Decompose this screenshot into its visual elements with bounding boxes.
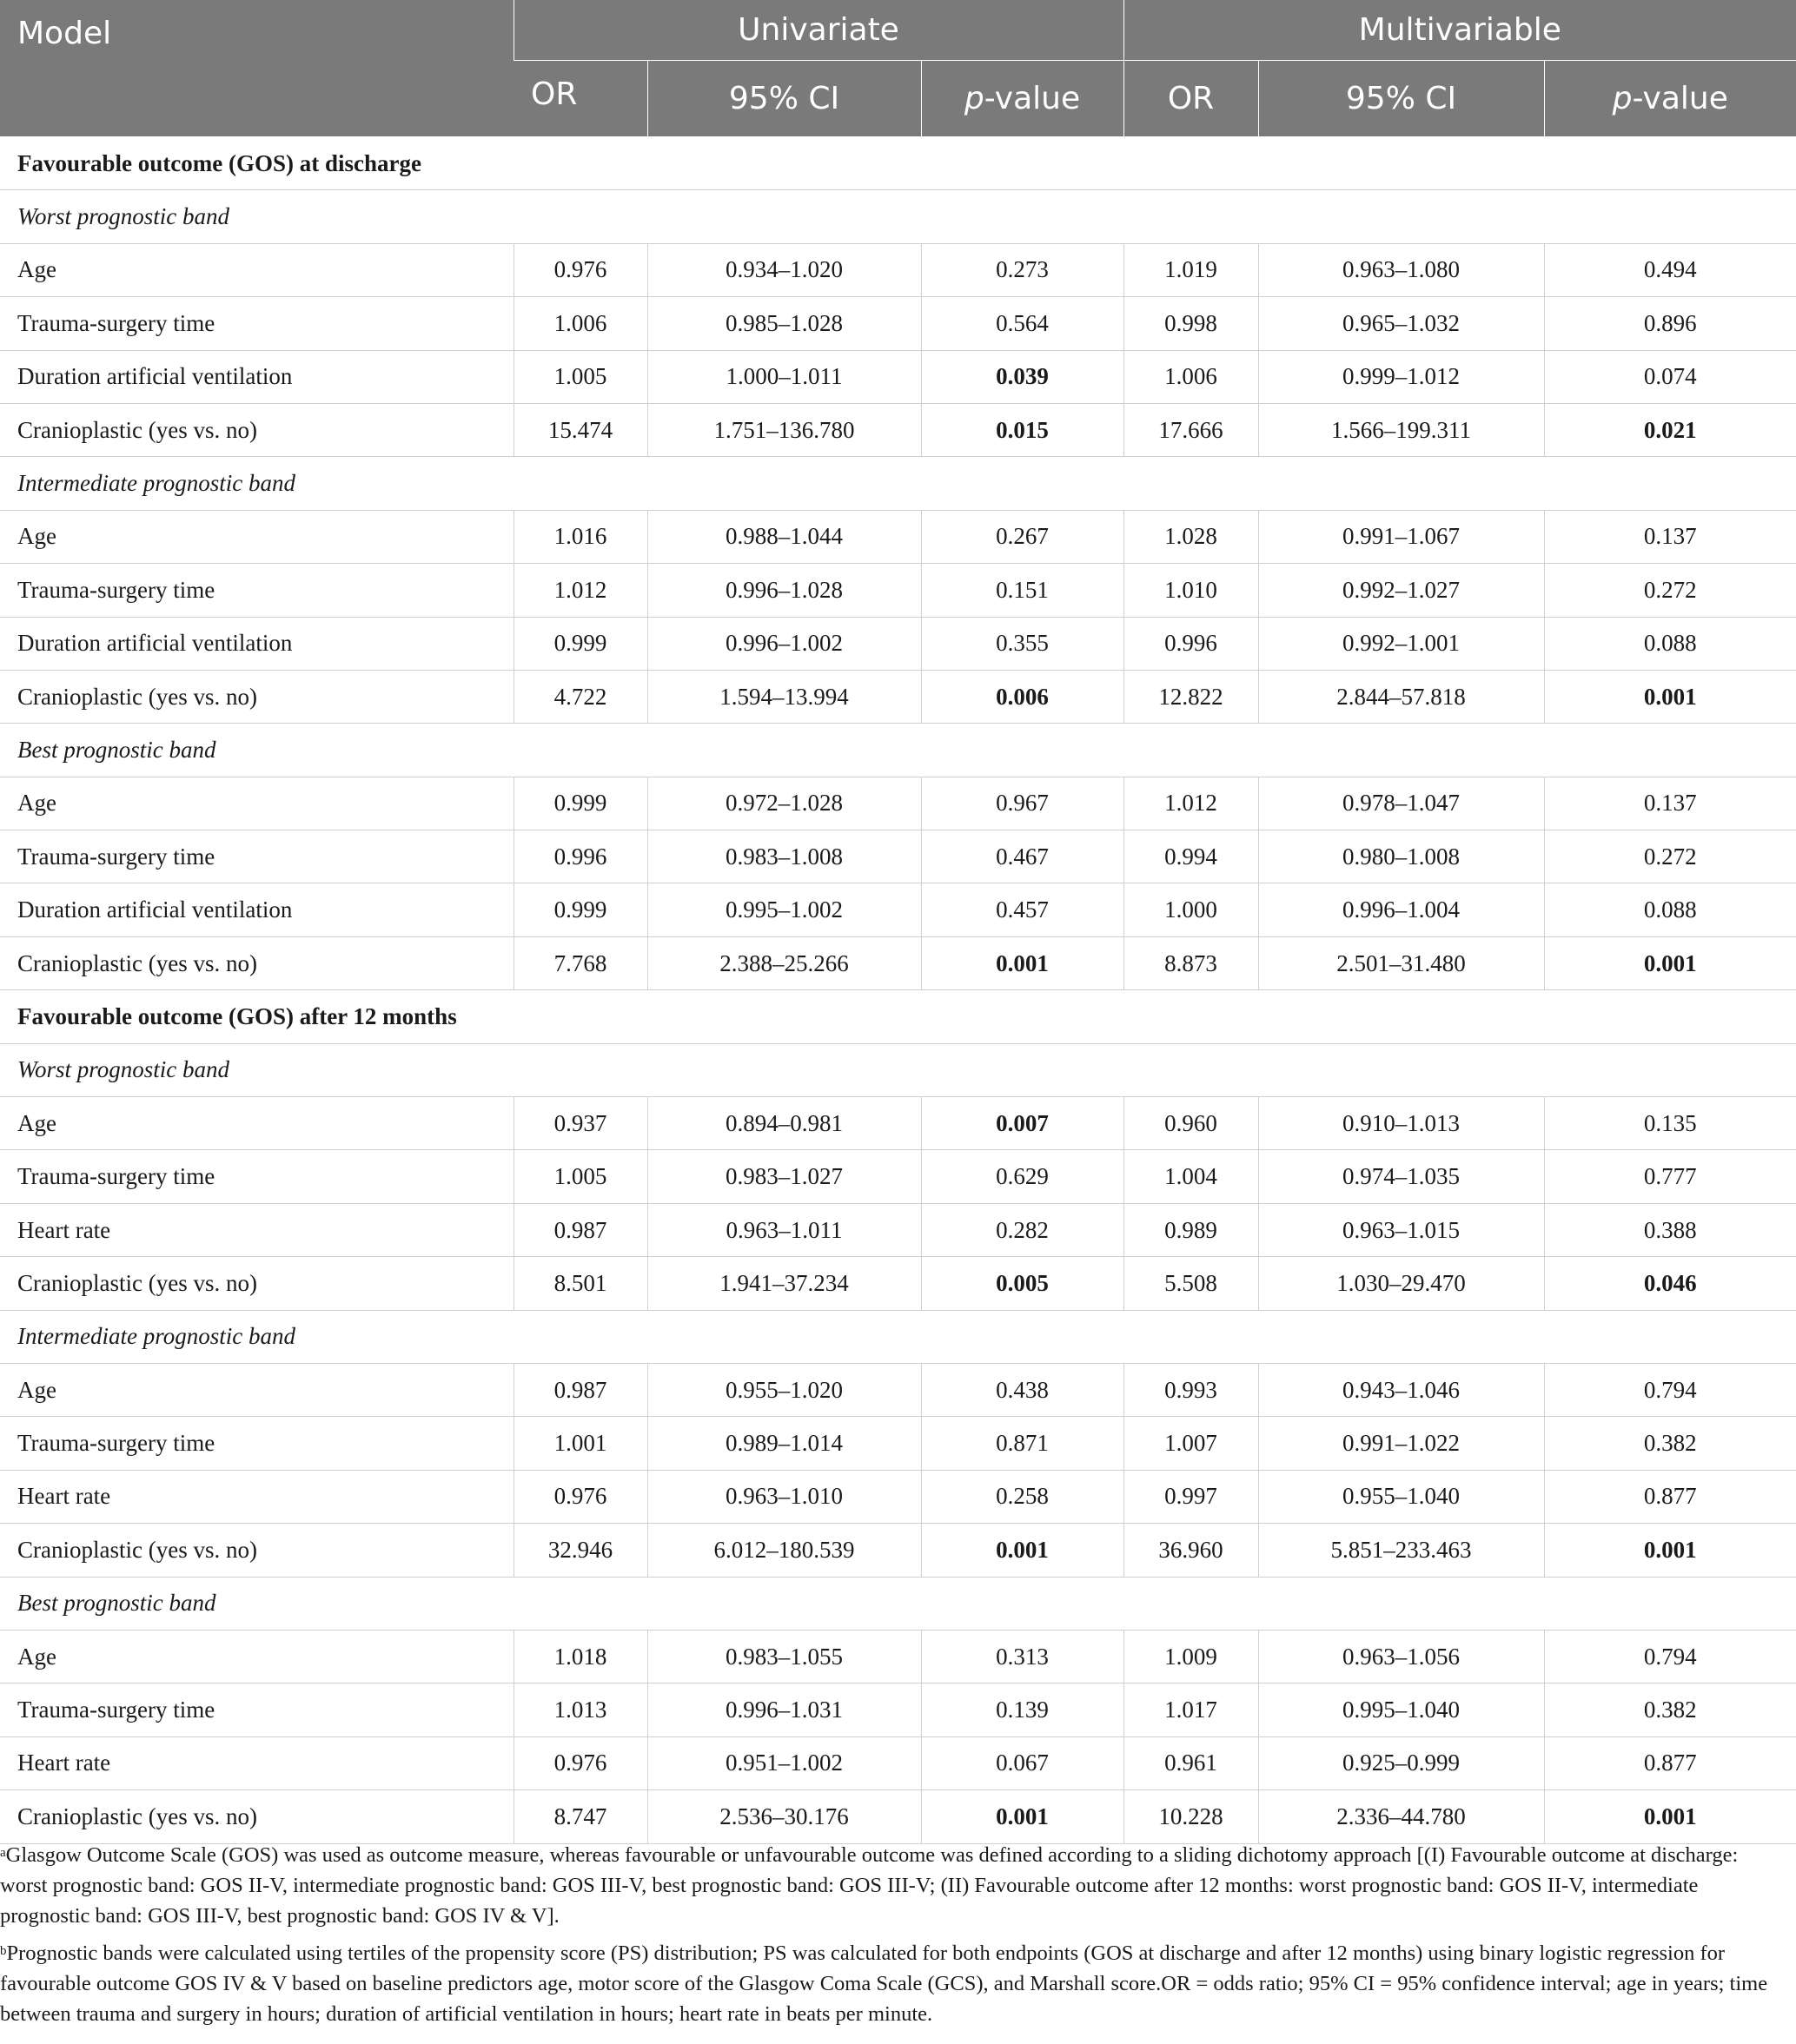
univariate-p: 0.001	[921, 1790, 1123, 1843]
univariate-ci: 0.996–1.002	[647, 617, 921, 670]
header-multivariable-p	[1544, 61, 1796, 137]
univariate-or: 0.987	[514, 1203, 647, 1256]
row-label: Age	[0, 243, 514, 296]
table-row	[0, 564, 1796, 617]
univariate-ci: 0.995–1.002	[647, 883, 921, 936]
univariate-ci: 0.972–1.028	[647, 777, 921, 830]
univariate-or: 0.976	[514, 243, 647, 296]
row-label: Cranioplastic (yes vs. no)	[0, 1257, 514, 1310]
univariate-p: 0.871	[921, 1417, 1123, 1470]
table-row	[0, 670, 1796, 723]
row-label: Cranioplastic (yes vs. no)	[0, 670, 514, 723]
table-row	[0, 350, 1796, 403]
univariate-ci: 0.988–1.044	[647, 510, 921, 563]
univariate-or: 8.747	[514, 1790, 647, 1843]
multivariable-or: 1.007	[1123, 1417, 1258, 1470]
band-row	[0, 724, 1796, 777]
multivariable-p: 0.137	[1544, 510, 1796, 563]
row-label: Trauma-surgery time	[0, 1150, 514, 1203]
univariate-p: 0.564	[921, 297, 1123, 350]
band-title: Intermediate prognostic band	[0, 457, 1796, 510]
univariate-or: 0.987	[514, 1363, 647, 1416]
univariate-ci: 0.989–1.014	[647, 1417, 921, 1470]
univariate-or: 0.976	[514, 1736, 647, 1789]
multivariable-ci: 0.991–1.067	[1258, 510, 1544, 563]
multivariable-or: 1.006	[1123, 350, 1258, 403]
multivariable-or: 0.989	[1123, 1203, 1258, 1256]
multivariable-or: 0.997	[1123, 1470, 1258, 1523]
table-row	[0, 830, 1796, 883]
multivariable-p: 0.272	[1544, 564, 1796, 617]
table-row	[0, 1524, 1796, 1577]
multivariable-p: 0.777	[1544, 1150, 1796, 1203]
univariate-or: 0.937	[514, 1097, 647, 1150]
table-row	[0, 883, 1796, 936]
header-multivariable: Multivariable	[1123, 0, 1796, 61]
section-title: Favourable outcome (GOS) after 12 months	[0, 990, 1796, 1043]
band-title: Best prognostic band	[0, 1577, 1796, 1630]
univariate-ci: 0.934–1.020	[647, 243, 921, 296]
table-row	[0, 1097, 1796, 1150]
univariate-or: 1.005	[514, 350, 647, 403]
multivariable-p: 0.001	[1544, 1790, 1796, 1843]
multivariable-ci: 0.955–1.040	[1258, 1470, 1544, 1523]
row-label: Duration artificial ventilation	[0, 617, 514, 670]
table-row	[0, 1150, 1796, 1203]
multivariable-ci: 2.844–57.818	[1258, 670, 1544, 723]
header-multivariable-ci: 95% CI	[1258, 61, 1544, 137]
multivariable-ci: 2.501–31.480	[1258, 936, 1544, 989]
header-p-suffix: -value	[984, 81, 1081, 116]
multivariable-ci: 5.851–233.463	[1258, 1524, 1544, 1577]
table-row	[0, 1470, 1796, 1523]
band-title: Intermediate prognostic band	[0, 1310, 1796, 1363]
row-label: Duration artificial ventilation	[0, 883, 514, 936]
multivariable-p: 0.001	[1544, 936, 1796, 989]
univariate-or: 1.012	[514, 564, 647, 617]
univariate-ci: 1.594–13.994	[647, 670, 921, 723]
univariate-ci: 0.996–1.031	[647, 1683, 921, 1736]
multivariable-p: 0.088	[1544, 617, 1796, 670]
univariate-p: 0.067	[921, 1736, 1123, 1789]
footnote-mark: a	[0, 1846, 6, 1860]
row-label: Age	[0, 777, 514, 830]
univariate-p: 0.001	[921, 1524, 1123, 1577]
univariate-p: 0.467	[921, 830, 1123, 883]
row-label: Cranioplastic (yes vs. no)	[0, 936, 514, 989]
multivariable-p: 0.046	[1544, 1257, 1796, 1310]
multivariable-or: 12.822	[1123, 670, 1258, 723]
multivariable-ci: 0.963–1.080	[1258, 243, 1544, 296]
header-p-suffix: -value	[1632, 81, 1728, 116]
multivariable-ci: 2.336–44.780	[1258, 1790, 1544, 1843]
multivariable-ci: 0.974–1.035	[1258, 1150, 1544, 1203]
univariate-p: 0.015	[921, 403, 1123, 456]
multivariable-ci: 0.992–1.001	[1258, 617, 1544, 670]
header-univariate-or: OR	[514, 61, 647, 137]
univariate-or: 32.946	[514, 1524, 647, 1577]
univariate-or: 1.013	[514, 1683, 647, 1736]
univariate-ci: 0.894–0.981	[647, 1097, 921, 1150]
multivariable-or: 1.012	[1123, 777, 1258, 830]
multivariable-p: 0.877	[1544, 1470, 1796, 1523]
univariate-p: 0.355	[921, 617, 1123, 670]
row-label: Trauma-surgery time	[0, 564, 514, 617]
multivariable-ci: 0.996–1.004	[1258, 883, 1544, 936]
multivariable-ci: 0.943–1.046	[1258, 1363, 1544, 1416]
row-label: Age	[0, 1363, 514, 1416]
multivariable-p: 0.794	[1544, 1630, 1796, 1683]
row-label: Cranioplastic (yes vs. no)	[0, 403, 514, 456]
row-label: Heart rate	[0, 1470, 514, 1523]
table-row	[0, 1363, 1796, 1416]
row-label: Heart rate	[0, 1203, 514, 1256]
multivariable-ci: 0.992–1.027	[1258, 564, 1544, 617]
table-row	[0, 243, 1796, 296]
multivariable-or: 1.000	[1123, 883, 1258, 936]
multivariable-or: 0.998	[1123, 297, 1258, 350]
multivariable-or: 1.010	[1123, 564, 1258, 617]
footnote-a	[0, 1840, 1790, 1931]
univariate-or: 15.474	[514, 403, 647, 456]
multivariable-or: 1.019	[1123, 243, 1258, 296]
table-row	[0, 777, 1796, 830]
footnotes	[0, 1840, 1790, 2036]
univariate-ci: 0.985–1.028	[647, 297, 921, 350]
univariate-ci: 0.955–1.020	[647, 1363, 921, 1416]
multivariable-p: 0.896	[1544, 297, 1796, 350]
univariate-p: 0.313	[921, 1630, 1123, 1683]
univariate-or: 0.976	[514, 1470, 647, 1523]
univariate-ci: 0.951–1.002	[647, 1736, 921, 1789]
multivariable-p: 0.388	[1544, 1203, 1796, 1256]
band-title: Worst prognostic band	[0, 1043, 1796, 1096]
multivariable-ci: 0.999–1.012	[1258, 350, 1544, 403]
multivariable-p: 0.382	[1544, 1683, 1796, 1736]
univariate-p: 0.006	[921, 670, 1123, 723]
section-row	[0, 990, 1796, 1043]
section-row	[0, 137, 1796, 190]
univariate-or: 1.016	[514, 510, 647, 563]
multivariable-or: 1.004	[1123, 1150, 1258, 1203]
univariate-or: 1.018	[514, 1630, 647, 1683]
univariate-or: 0.999	[514, 777, 647, 830]
multivariable-p: 0.877	[1544, 1736, 1796, 1789]
multivariable-ci: 0.978–1.047	[1258, 777, 1544, 830]
multivariable-ci: 0.925–0.999	[1258, 1736, 1544, 1789]
univariate-or: 0.999	[514, 883, 647, 936]
multivariable-p: 0.794	[1544, 1363, 1796, 1416]
univariate-ci: 0.963–1.011	[647, 1203, 921, 1256]
footnote-b	[0, 1938, 1790, 2029]
univariate-p: 0.139	[921, 1683, 1123, 1736]
header-model: Model	[0, 0, 514, 137]
univariate-p: 0.438	[921, 1363, 1123, 1416]
row-label: Age	[0, 1097, 514, 1150]
multivariable-or: 0.993	[1123, 1363, 1258, 1416]
table-row	[0, 1257, 1796, 1310]
multivariable-p: 0.074	[1544, 350, 1796, 403]
table-row	[0, 1790, 1796, 1843]
table-row	[0, 403, 1796, 456]
univariate-p: 0.151	[921, 564, 1123, 617]
univariate-or: 4.722	[514, 670, 647, 723]
row-label: Age	[0, 1630, 514, 1683]
row-label: Cranioplastic (yes vs. no)	[0, 1790, 514, 1843]
table-row	[0, 297, 1796, 350]
footnote-text: Glasgow Outcome Scale (GOS) was used as outcome measure, whereas favourable or unfavourable outcome was defined according to a sliding dichotomy approach [(I) Favourable outcome at discharge: worst prognostic band: GOS II-V, intermediate prognostic band: GOS III-V, best prognostic band: GOS III-V; (II) Favourable outcome after 12 months: worst prognostic band: GOS II-V, intermediate prognostic band: GOS III-V, best prognostic band: GOS IV & V].	[0, 1843, 1739, 1928]
row-label: Cranioplastic (yes vs. no)	[0, 1524, 514, 1577]
univariate-ci: 1.941–37.234	[647, 1257, 921, 1310]
univariate-or: 0.996	[514, 830, 647, 883]
univariate-ci: 2.536–30.176	[647, 1790, 921, 1843]
table-row	[0, 1203, 1796, 1256]
univariate-p: 0.005	[921, 1257, 1123, 1310]
table-row	[0, 510, 1796, 563]
multivariable-ci: 1.566–199.311	[1258, 403, 1544, 456]
footnote-text: Prognostic bands were calculated using tertiles of the propensity score (PS) distribution; PS was calculated for both endpoints (GOS at discharge and after 12 months) using binary logistic regression for favourable outcome GOS IV & V based on baseline predictors age, motor score of the Glasgow Coma Scale (GCS), and Marshall score.OR = odds ratio; 95% CI = 95% confidence interval; age in years; time between trauma and surgery in hours; duration of artificial ventilation in hours; heart rate in beats per minute.	[0, 1941, 1768, 2026]
multivariable-or: 1.009	[1123, 1630, 1258, 1683]
multivariable-p: 0.137	[1544, 777, 1796, 830]
multivariable-or: 0.994	[1123, 830, 1258, 883]
table-row	[0, 1417, 1796, 1470]
univariate-p: 0.039	[921, 350, 1123, 403]
univariate-or: 8.501	[514, 1257, 647, 1310]
univariate-ci: 6.012–180.539	[647, 1524, 921, 1577]
univariate-ci: 0.983–1.055	[647, 1630, 921, 1683]
band-title: Worst prognostic band	[0, 190, 1796, 243]
multivariable-ci: 0.965–1.032	[1258, 297, 1544, 350]
table-row	[0, 1630, 1796, 1683]
univariate-p: 0.273	[921, 243, 1123, 296]
multivariable-or: 17.666	[1123, 403, 1258, 456]
row-label: Duration artificial ventilation	[0, 350, 514, 403]
univariate-ci: 0.996–1.028	[647, 564, 921, 617]
row-label: Trauma-surgery time	[0, 1417, 514, 1470]
multivariable-ci: 0.991–1.022	[1258, 1417, 1544, 1470]
band-row	[0, 190, 1796, 243]
univariate-ci: 0.983–1.008	[647, 830, 921, 883]
band-row	[0, 1310, 1796, 1363]
multivariable-or: 1.017	[1123, 1683, 1258, 1736]
multivariable-ci: 0.963–1.056	[1258, 1630, 1544, 1683]
row-label: Trauma-surgery time	[0, 1683, 514, 1736]
multivariable-p: 0.382	[1544, 1417, 1796, 1470]
multivariable-ci: 0.980–1.008	[1258, 830, 1544, 883]
multivariable-p: 0.494	[1544, 243, 1796, 296]
header-univariate: Univariate	[514, 0, 1123, 61]
multivariable-or: 0.960	[1123, 1097, 1258, 1150]
multivariable-or: 1.028	[1123, 510, 1258, 563]
multivariable-p: 0.001	[1544, 670, 1796, 723]
multivariable-or: 5.508	[1123, 1257, 1258, 1310]
multivariable-or: 36.960	[1123, 1524, 1258, 1577]
univariate-ci: 1.000–1.011	[647, 350, 921, 403]
multivariable-or: 10.228	[1123, 1790, 1258, 1843]
multivariable-p: 0.135	[1544, 1097, 1796, 1150]
band-row	[0, 1043, 1796, 1096]
multivariable-p: 0.001	[1544, 1524, 1796, 1577]
multivariable-ci: 0.963–1.015	[1258, 1203, 1544, 1256]
univariate-p: 0.267	[921, 510, 1123, 563]
band-row	[0, 1577, 1796, 1630]
header-univariate-ci: 95% CI	[647, 61, 921, 137]
header-row-groups	[0, 0, 1796, 61]
multivariable-or: 0.996	[1123, 617, 1258, 670]
univariate-or: 1.005	[514, 1150, 647, 1203]
univariate-ci: 0.963–1.010	[647, 1470, 921, 1523]
band-title: Best prognostic band	[0, 724, 1796, 777]
univariate-ci: 0.983–1.027	[647, 1150, 921, 1203]
header-p-italic: p	[1612, 81, 1633, 116]
multivariable-or: 8.873	[1123, 936, 1258, 989]
univariate-p: 0.457	[921, 883, 1123, 936]
univariate-or: 1.001	[514, 1417, 647, 1470]
row-label: Heart rate	[0, 1736, 514, 1789]
univariate-p: 0.001	[921, 936, 1123, 989]
univariate-p: 0.007	[921, 1097, 1123, 1150]
multivariable-or: 0.961	[1123, 1736, 1258, 1789]
header-multivariable-or: OR	[1123, 61, 1258, 137]
footnote-mark: b	[0, 1944, 7, 1958]
table-body	[0, 137, 1796, 1844]
band-row	[0, 457, 1796, 510]
univariate-p: 0.629	[921, 1150, 1123, 1203]
univariate-ci: 1.751–136.780	[647, 403, 921, 456]
univariate-p: 0.967	[921, 777, 1123, 830]
table-row	[0, 1683, 1796, 1736]
univariate-ci: 2.388–25.266	[647, 936, 921, 989]
multivariable-p: 0.272	[1544, 830, 1796, 883]
header-univariate-p	[921, 61, 1123, 137]
row-label: Trauma-surgery time	[0, 297, 514, 350]
multivariable-p: 0.021	[1544, 403, 1796, 456]
univariate-p: 0.258	[921, 1470, 1123, 1523]
multivariable-p: 0.088	[1544, 883, 1796, 936]
table-row	[0, 1736, 1796, 1789]
univariate-p: 0.282	[921, 1203, 1123, 1256]
multivariable-ci: 1.030–29.470	[1258, 1257, 1544, 1310]
multivariable-ci: 0.995–1.040	[1258, 1683, 1544, 1736]
row-label: Age	[0, 510, 514, 563]
univariate-or: 7.768	[514, 936, 647, 989]
multivariable-ci: 0.910–1.013	[1258, 1097, 1544, 1150]
row-label: Trauma-surgery time	[0, 830, 514, 883]
table-row	[0, 617, 1796, 670]
header-p-italic: p	[964, 81, 984, 116]
table-row	[0, 936, 1796, 989]
section-title: Favourable outcome (GOS) at discharge	[0, 137, 1796, 190]
univariate-or: 1.006	[514, 297, 647, 350]
univariate-or: 0.999	[514, 617, 647, 670]
